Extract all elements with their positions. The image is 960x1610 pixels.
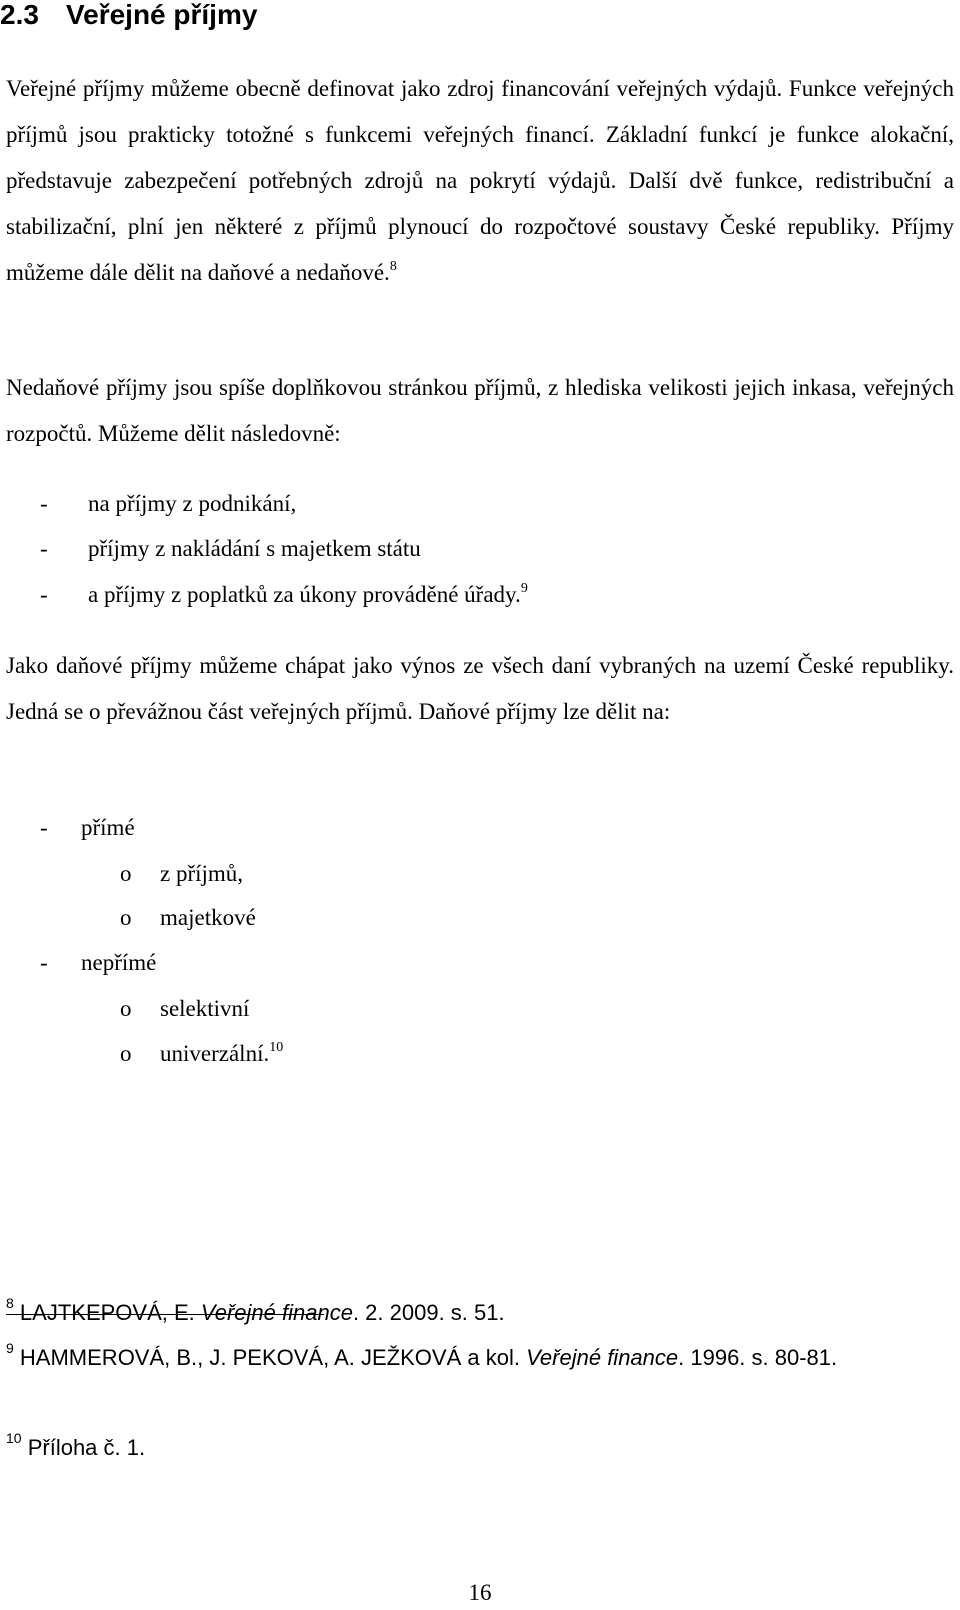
- sub-list-item: [120, 986, 249, 1032]
- sub-list-item: [120, 895, 256, 941]
- footnote-number: 9: [6, 1340, 14, 1356]
- sub-list-item: [120, 851, 243, 897]
- sub-list-item: [120, 1031, 283, 1077]
- paragraph-public-revenue: [6, 66, 954, 296]
- sub-list-marker: o: [120, 996, 132, 1021]
- section-title: Veřejné příjmy: [66, 0, 258, 30]
- footnote-text: LAJTKEPOVÁ, E.: [19, 1300, 201, 1325]
- footnote-title: Veřejné finance: [526, 1345, 679, 1370]
- footnote-ref: 10: [269, 1040, 284, 1055]
- list-item-text: příjmy z nakládání s majetkem státu: [88, 536, 421, 561]
- list-item: [40, 481, 296, 527]
- list-item-text: a příjmy z poplatků za úkony prováděné úřady.: [88, 582, 521, 607]
- footnote-number: 10: [6, 1430, 22, 1446]
- page-number: 16: [468, 1580, 492, 1605]
- paragraph-nontax-revenue: Nedaňové příjmy jsou spíše doplňkovou stránkou příjmů, z hlediska velikosti jejich inkasa, veřejných rozpočtů. Můžeme dělit následovně:: [6, 375, 954, 446]
- list-item-text: selektivní: [160, 996, 250, 1021]
- section-heading: [0, 0, 257, 32]
- list-marker: -: [40, 582, 48, 607]
- list-item-text: majetkové: [160, 905, 256, 930]
- sub-list-marker: o: [120, 905, 132, 930]
- paragraph-text: Veřejné příjmy můžeme obecně definovat jako zdroj financování veřejných výdajů. Funkce veřejných příjmů jsou prakticky totožné s funkcemi veřejných financí. Základní funkcí je funkce alokační, představuje zabezpečení potřebných zdrojů na pokrytí výdajů. Další dvě funkce, redistribuční a stabilizační, plní jen některé z příjmů plynoucí do rozpočtové soustavy České republiky. Příjmy můžeme dále dělit na daňové a nedaňové.: [6, 76, 954, 285]
- section-number: 2.3: [0, 0, 39, 30]
- footnote-number: 8: [6, 1295, 14, 1311]
- list-marker: -: [40, 950, 48, 975]
- list-item-text: z příjmů,: [160, 861, 244, 886]
- sub-list-marker: o: [120, 861, 132, 886]
- list-item-text: na příjmy z podnikání,: [88, 491, 297, 516]
- footnote-ref: 8: [389, 259, 397, 274]
- footnote-title: Veřejné finance: [200, 1300, 353, 1325]
- sub-list-marker: o: [120, 1041, 132, 1066]
- footnote-text: . 1996. s. 80-81.: [678, 1345, 838, 1370]
- footnote-text: HAMMEROVÁ, B., J. PEKOVÁ, A. JEŽKOVÁ a kol.: [19, 1345, 527, 1370]
- list-marker: -: [40, 491, 48, 516]
- list-item-text: univerzální.: [160, 1041, 270, 1066]
- list-marker: -: [40, 815, 48, 840]
- list-item-text: přímé: [81, 815, 135, 840]
- footnote: [6, 1335, 954, 1381]
- list-item-direct: [40, 805, 135, 851]
- list-item: [40, 526, 421, 572]
- footnote: [6, 1290, 954, 1336]
- paragraph-tax-revenue: Jako daňové příjmy můžeme chápat jako výnos ze všech daní vybraných na uzemí České republiky. Jedná se o převážnou část veřejných příjmů. Daňové příjmy lze dělit na:: [6, 653, 954, 724]
- list-item: [40, 572, 528, 618]
- footnote: [6, 1425, 954, 1471]
- list-item-indirect: [40, 940, 156, 986]
- list-item-text: nepřímé: [81, 950, 157, 975]
- footnote-text: Příloha č. 1.: [27, 1435, 146, 1460]
- list-marker: -: [40, 536, 48, 561]
- footnote-text: . 2. 2009. s. 51.: [352, 1300, 505, 1325]
- footnote-ref: 9: [520, 581, 528, 596]
